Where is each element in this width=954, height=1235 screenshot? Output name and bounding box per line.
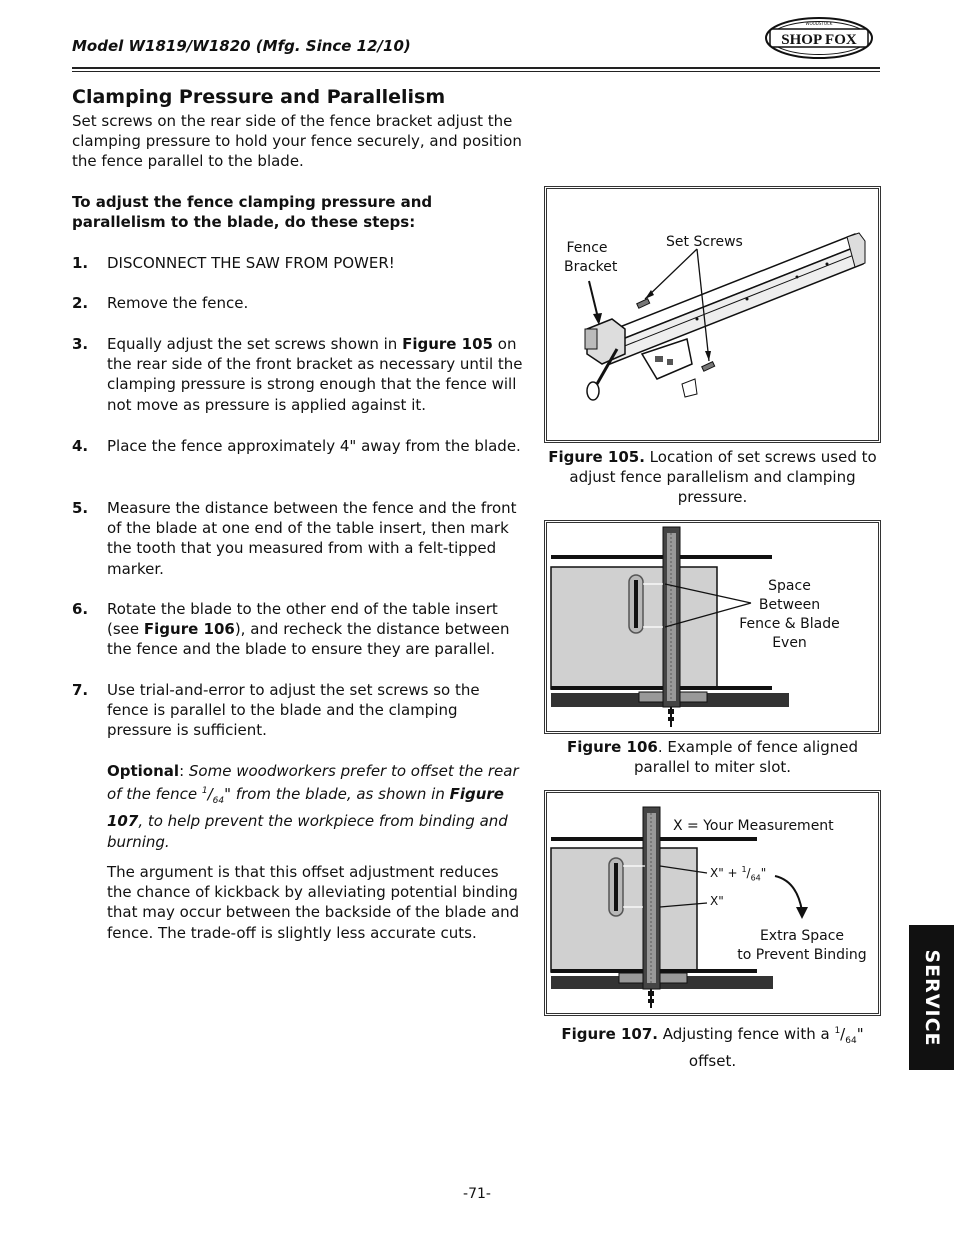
step-4 (72, 436, 524, 456)
figure-105-reference: Figure 105 (402, 335, 493, 353)
label-set-screws: Set Screws (666, 234, 743, 250)
step-text-pre: Equally adjust the set screws shown in (107, 335, 403, 353)
step-2 (72, 293, 524, 313)
optional-label: Optional (107, 762, 180, 780)
label-fence: Fence (566, 240, 608, 256)
step-number: 2. (72, 294, 89, 312)
step-text (107, 599, 524, 660)
optional-note: Optional: Some woodworkers prefer to offset the rear of the fence $^1/_{64}$" from the blade, as shown in Figure 107, to help prevent the workpiece from binding and burning. (107, 762, 519, 851)
service-side-tab: SERVICE (909, 925, 954, 1070)
label-extra-space: Extra Space to Prevent Binding (737, 928, 867, 963)
step-text-post: on the rear side of the front bracket as necessary until the clamping pressure is strong enough that the fence will not move as pressure is applied against it. (107, 335, 523, 414)
intro-paragraph: Set screws on the rear side of the fence bracket adjust the clamping pressure to hold your fence securely, and position the fence parallel to the blade. (72, 112, 522, 171)
label-space-between: Space Between Fence & Blade Even (739, 578, 840, 651)
step-5 (72, 498, 524, 579)
figure-106-frame (544, 520, 881, 734)
step-text-post: ), and recheck the distance between the fence and the blade to ensure they are parallel. (107, 620, 510, 659)
label-x: X" (710, 894, 724, 908)
step-text: Place the fence approximately 4" away from the blade. (107, 437, 521, 455)
steps-lead: To adjust the fence clamping pressure and parallelism to the blade, do these steps: (72, 193, 433, 232)
header-rule-thin (72, 71, 880, 72)
figure-105-frame (544, 186, 881, 443)
step-number: 6. (72, 600, 89, 618)
step-text: Use trial-and-error to adjust the set screws so the fence is parallel to the blade and the clamping pressure is sufficient. (107, 681, 480, 740)
step-number: 3. (72, 335, 89, 353)
argument-paragraph: The argument is that this offset adjustment reduces the chance of kickback by alleviating potential binding that may occur between the backside of the blade and fence. The trade-off is slightly less accurate cuts. (107, 863, 520, 942)
figure-107-caption: Figure 107. Adjusting fence with a $^1/_{64}$" offset. (561, 1025, 864, 1070)
figure-106-reference: Figure 106 (143, 620, 235, 639)
section-title: Clamping Pressure and Parallelism (72, 86, 446, 108)
step-1 (72, 253, 524, 273)
page-number: -71- (463, 1186, 491, 1202)
figure-105-caption: Figure 105. Location of set screws used to adjust fence parallelism and clamping pressure. (548, 448, 877, 506)
svg-text:WOODSTOCK: WOODSTOCK (805, 21, 833, 26)
step-number: 4. (72, 437, 89, 455)
figure-107-reference: Figure 107 (107, 785, 504, 831)
step-7 (72, 680, 524, 741)
fence-bracket-illustration (547, 189, 878, 440)
label-measurement: X = Your Measurement (673, 818, 834, 834)
step-3 (72, 334, 524, 415)
header-model: Model W1819/W1820 (Mfg. Since 12/10) (72, 37, 411, 55)
shop-fox-logo (764, 16, 874, 60)
figure-106-caption: Figure 106. Example of fence aligned parallel to miter slot. (566, 738, 859, 776)
step-number: 1. (72, 254, 89, 272)
step-text: Remove the fence. (107, 294, 249, 312)
optional-text: Some woodworkers prefer to offset the rear of the fence $^1/_{64}$" from the blade, as shown in Figure 107, to help prevent the workpiece from binding and burning. (107, 762, 519, 851)
label-bracket: Bracket (564, 259, 618, 275)
label-x-plus-offset: X" + $^1/_{64}$" (710, 865, 767, 883)
step-text: DISCONNECT THE SAW FROM POWER! (107, 254, 395, 272)
step-text-pre: Rotate the blade to the other end of the table insert (see (107, 600, 498, 639)
svg-text:SHOP FOX: SHOP FOX (781, 32, 857, 48)
header-rule (72, 67, 880, 69)
step-number: 5. (72, 499, 89, 517)
step-number: 7. (72, 681, 89, 699)
figure-107-frame (544, 790, 881, 1016)
step-text (107, 334, 524, 415)
step-text: Measure the distance between the fence and the front of the blade at one end of the table insert, then mark the tooth that you measured from with a felt-tipped marker. (107, 499, 517, 578)
step-6 (72, 599, 524, 660)
